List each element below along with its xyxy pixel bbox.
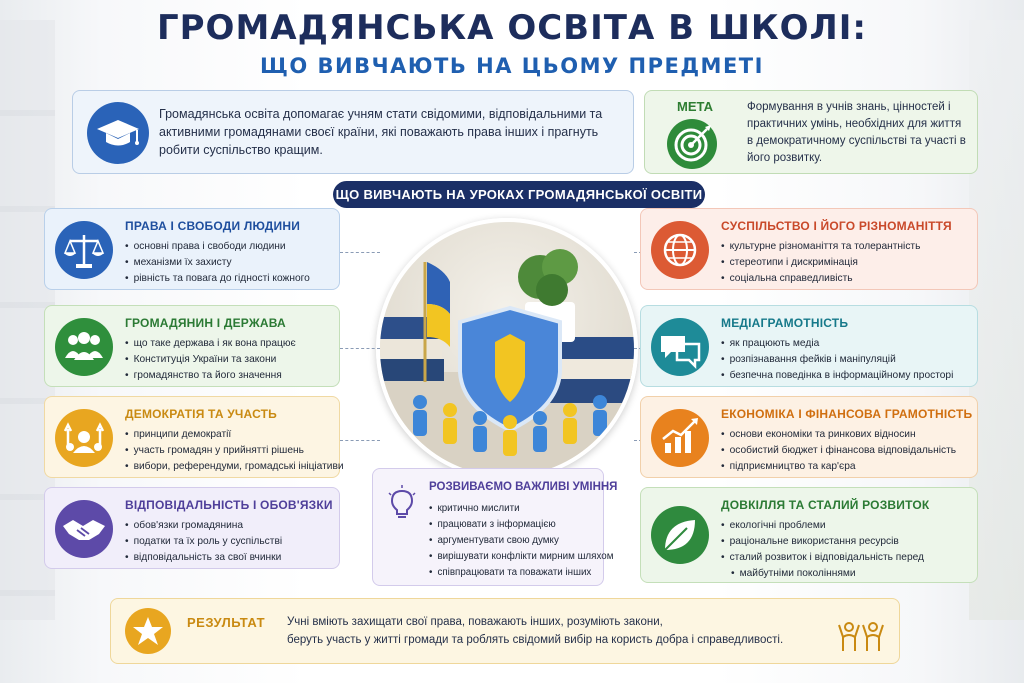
topic-card-media-literacy	[640, 305, 978, 387]
lightbulb-icon	[387, 485, 417, 526]
list-item: • відповідальність за свої вчинки	[125, 550, 282, 566]
scales-icon	[55, 221, 113, 279]
target-icon	[667, 119, 717, 169]
list-item: • основні права і свободи людини	[125, 239, 310, 255]
list-item: • механізми їх захисту	[125, 255, 310, 271]
intro-card	[72, 90, 634, 174]
list-item: • співпрацювати та поважати інших	[429, 565, 613, 581]
list-item: • екологічні проблеми	[721, 518, 924, 534]
list-item: • культурне різноманіття та толерантність	[721, 239, 920, 255]
list-item: • принципи демократії	[125, 427, 344, 443]
section-banner: ЩО ВИВЧАЮТЬ НА УРОКАХ ГРОМАДЯНСЬКОЇ ОСВІТИ	[333, 181, 705, 208]
topic-card-environment	[640, 487, 978, 583]
result-card	[110, 598, 900, 664]
intro-text: Громадянська освіта допомагає учням стати свідомими, відповідальними та активними громадянами своєї країни, які поважають права інших і прагнуть робити суспільство кращим.	[159, 107, 603, 157]
list-item: • підприємництво та кар'єра	[721, 459, 956, 475]
leaf-icon	[651, 506, 709, 564]
page-title: ГРОМАДЯНСЬКА ОСВІТА В ШКОЛІ:	[156, 8, 868, 48]
list-item: • податки та їх роль у суспільстві	[125, 534, 282, 550]
list-item: • як працюють медіа	[721, 336, 953, 352]
topic-card-responsibility	[44, 487, 340, 569]
topic-card-citizen-state	[44, 305, 340, 387]
list-item: • сталий розвиток і відповідальність перед	[721, 550, 924, 566]
list-item: • раціональне використання ресурсів	[721, 534, 924, 550]
list-item-continuation: • майбутніми поколіннями	[721, 566, 924, 582]
result-text	[287, 613, 827, 649]
list-item: • розпізнавання фейків і маніпуляцій	[721, 352, 953, 368]
result-line-1: Учні вміють захищати свої права, поважають інших, розуміють закони,	[287, 616, 663, 628]
graduation-cap-icon	[87, 102, 149, 164]
list-item: • стереотипи і дискримінація	[721, 255, 920, 271]
list-item: • рівність та повага до гідності кожного	[125, 271, 310, 287]
topic-title: ДЕМОКРАТІЯ ТА УЧАСТЬ	[125, 407, 278, 421]
topic-card-society	[640, 208, 978, 290]
list-item: • громадянство та його значення	[125, 368, 296, 384]
topic-title: ДОВКІЛЛЯ ТА СТАЛИЙ РОЗВИТОК	[721, 498, 930, 512]
list-item: • соціальна справедливість	[721, 271, 920, 287]
list-item: • що таке держава і як вона працює	[125, 336, 296, 352]
topic-title: ВІДПОВІДАЛЬНІСТЬ І ОБОВ'ЯЗКИ	[125, 498, 333, 512]
topic-card-democracy	[44, 396, 344, 478]
connector-line	[340, 348, 380, 349]
goal-label: МЕТА	[677, 99, 714, 114]
topic-card-economics	[640, 396, 978, 478]
topic-card-rights	[44, 208, 340, 290]
speech-bubbles-icon	[651, 318, 709, 376]
growth-chart-icon	[651, 409, 709, 467]
result-label: РЕЗУЛЬТАТ	[187, 615, 266, 630]
raised-hands-icon	[55, 409, 113, 467]
handshake-icon	[55, 500, 113, 558]
topic-title: ЕКОНОМІКА І ФІНАНСОВА ГРАМОТНІСТЬ	[721, 407, 973, 421]
list-item: • критично мислити	[429, 501, 613, 517]
connector-line	[340, 440, 380, 441]
list-item: • вибори, референдуми, громадські ініціативи	[125, 459, 344, 475]
list-item: • участь громадян у прийнятті рішень	[125, 443, 344, 459]
list-item: • основи економіки та ринкових відносин	[721, 427, 956, 443]
center-illustration	[376, 218, 638, 480]
list-item: • безпечна поведінка в інформаційному просторі	[721, 368, 953, 384]
topic-title: ГРОМАДЯНИН І ДЕРЖАВА	[125, 316, 286, 330]
star-icon	[125, 608, 171, 654]
list-item: • особистий бюджет і фінансова відповідальність	[721, 443, 956, 459]
topic-title: СУСПІЛЬСТВО І ЙОГО РІЗНОМАНІТТЯ	[721, 219, 952, 233]
skills-title: РОЗВИВАЄМО ВАЖЛИВІ УМІННЯ	[429, 481, 618, 493]
skills-card	[372, 468, 618, 586]
group-icon	[55, 318, 113, 376]
celebrating-people-icon	[835, 609, 887, 660]
goal-text: Формування в учнів знань, цінностей і практичних умінь, необхідних для життя в демократичному суспільстві та участі в його розвитку.	[747, 101, 966, 164]
goal-card	[644, 90, 978, 174]
list-item: • обов'язки громадянина	[125, 518, 282, 534]
page-subtitle: ЩО ВИВЧАЮТЬ НА ЦЬОМУ ПРЕДМЕТІ	[260, 54, 764, 78]
list-item: • вирішувати конфлікти мирним шляхом	[429, 549, 613, 565]
connector-line	[340, 252, 380, 253]
topic-title: МЕДІАГРАМОТНІСТЬ	[721, 316, 849, 330]
globe-icon	[651, 221, 709, 279]
topic-title: ПРАВА І СВОБОДИ ЛЮДИНИ	[125, 219, 301, 233]
result-line-2: беруть участь у житті громади та роблять свідомий вибір на користь добра і справедливості.	[287, 634, 784, 646]
list-item: • Конституція України та закони	[125, 352, 296, 368]
list-item: • аргументувати свою думку	[429, 533, 613, 549]
list-item: • працювати з інформацією	[429, 517, 613, 533]
